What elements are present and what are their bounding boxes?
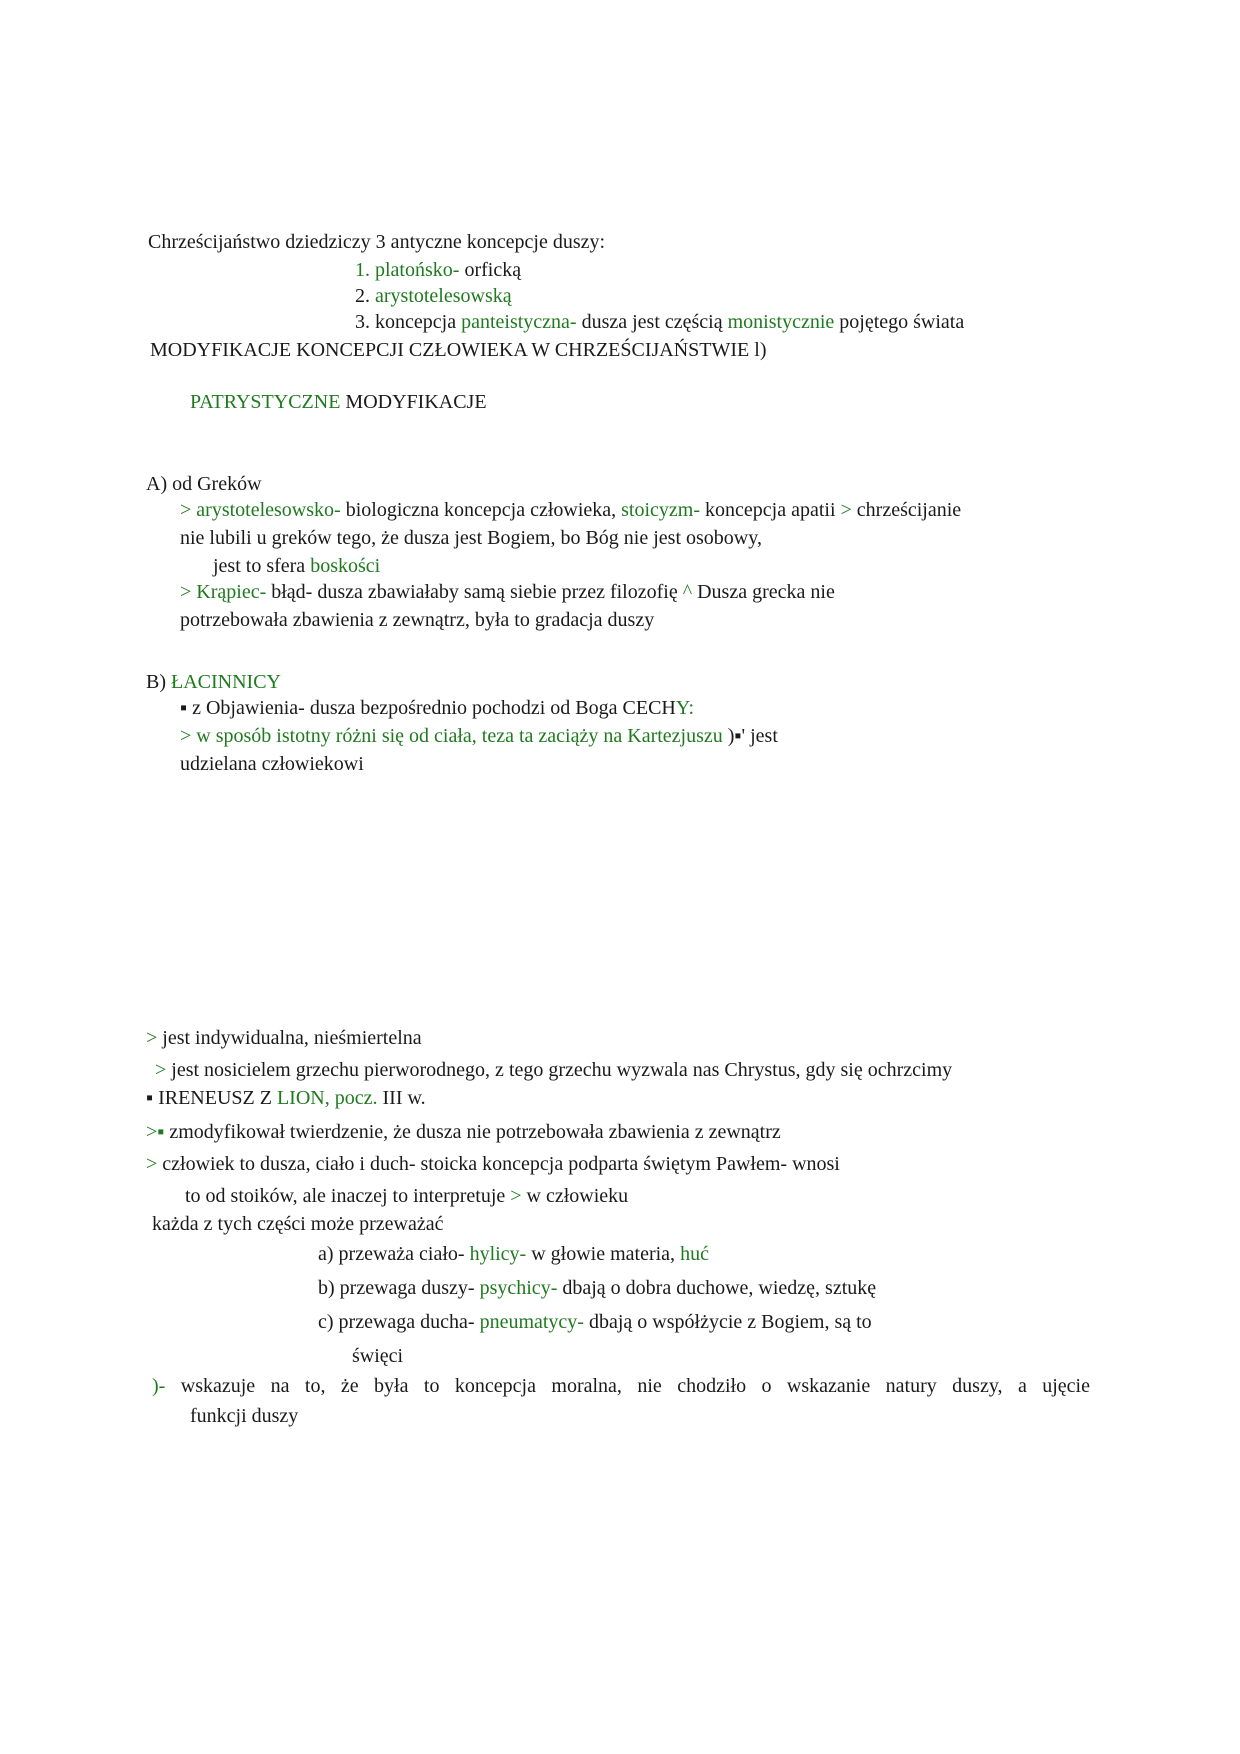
paragraph-line: to od stoików, ale inaczej to interpretuje > w człowieku — [185, 1185, 629, 1207]
paragraph-line: > Krąpiec- błąd- dusza zbawiałaby samą siebie przez filozofię ^ Dusza grecka nie — [180, 581, 835, 603]
sublist-item-a: a) przeważa ciało- hylicy- w głowie materia, huć — [318, 1243, 709, 1265]
paragraph-line: > jest indywidualna, nieśmiertelna — [146, 1027, 422, 1049]
paragraph-line: jest to sfera boskości — [213, 555, 381, 577]
paragraph-line: udzielana człowiekowi — [180, 753, 364, 775]
paragraph-line: funkcji duszy — [190, 1405, 299, 1427]
subheading-patristic: PATRYSTYCZNE MODYFIKACJE — [190, 391, 487, 413]
paragraph-line: > w sposób istotny różni się od ciała, teza ta zaciąży na Kartezjuszu )▪' jest — [180, 725, 778, 747]
paragraph-line: )- wskazuje na to, że była to koncepcja moralna, nie chodziło o wskazanie natury duszy, a ujęcie — [152, 1375, 1090, 1397]
list-item-1: 1. platońsko- orficką — [355, 259, 522, 281]
paragraph-line: ▪ z Objawienia- dusza bezpośrednio pochodzi od Boga CECHY: — [180, 697, 695, 719]
list-item-3: 3. koncepcja panteistyczna- dusza jest częścią monistycznie pojętego świata — [355, 311, 965, 333]
paragraph-line: każda z tych części może przeważać — [152, 1213, 444, 1235]
list-item-2: 2. arystotelesowską — [355, 285, 512, 307]
paragraph-line: nie lubili u greków tego, że dusza jest Bogiem, bo Bóg nie jest osobowy, — [180, 527, 762, 549]
paragraph-line: > człowiek to dusza, ciało i duch- stoicka koncepcja podparta świętym Pawłem- wnosi — [146, 1153, 840, 1175]
paragraph-line: ▪ IRENEUSZ Z LION, pocz. III w. — [146, 1087, 426, 1109]
point-b-heading: B) ŁACINNICY — [146, 671, 281, 693]
section-heading: MODYFIKACJE KONCEPCJI CZŁOWIEKA W CHRZEŚCIJAŃSTWIE l) — [150, 339, 767, 361]
paragraph-line: > jest nosicielem grzechu pierworodnego, z tego grzechu wyzwala nas Chrystus, gdy się ochrzcimy — [155, 1059, 953, 1081]
paragraph-line: >▪ zmodyfikował twierdzenie, że dusza nie potrzebowała zbawienia z zewnątrz — [146, 1121, 781, 1143]
intro-line: Chrześcijaństwo dziedziczy 3 antyczne koncepcje duszy: — [148, 231, 606, 253]
point-a-heading: A) od Greków — [146, 473, 262, 495]
paragraph-line: święci — [352, 1345, 404, 1367]
sublist-item-b: b) przewaga duszy- psychicy- dbają o dobra duchowe, wiedzę, sztukę — [318, 1277, 877, 1299]
paragraph-line: > arystotelesowsko- biologiczna koncepcja człowieka, stoicyzm- koncepcja apatii > chrześcijanie — [180, 499, 962, 521]
paragraph-line: potrzebowała zbawienia z zewnątrz, była to gradacja duszy — [180, 609, 655, 631]
sublist-item-c: c) przewaga ducha- pneumatycy- dbają o współżycie z Bogiem, są to — [318, 1311, 872, 1333]
